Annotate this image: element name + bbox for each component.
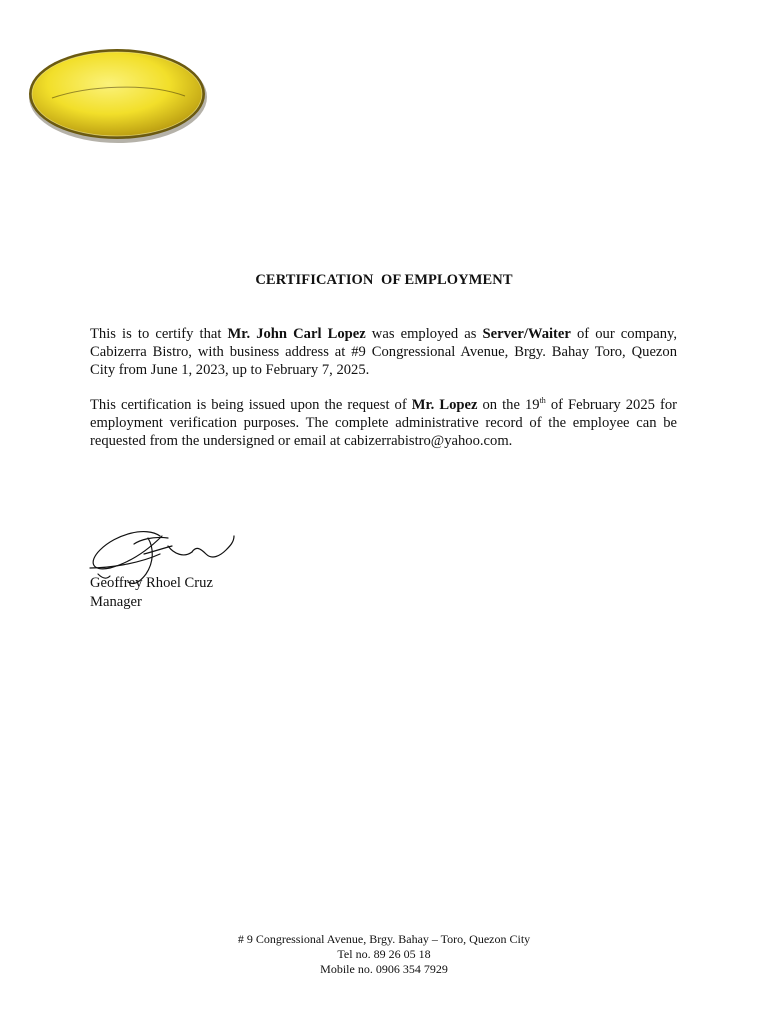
employee-position: Server/Waiter — [482, 326, 571, 342]
purpose-paragraph — [90, 396, 677, 450]
employee-name: Mr. John Carl Lopez — [227, 326, 366, 342]
p1-text-2: was employed as — [365, 326, 483, 342]
p2-text-3: of February 2025 for employment verification purposes. The complete administrative record of the employee can be requested from the undersigned or email at cabizerrabistro@yahoo.com. — [90, 397, 678, 449]
p1-text-3: of our company, Cabizerra Bistro, with business address at #9 Congressional Avenue, Brgy. Bahay Toro, Quezon City from June 1, 2023, up to February 7, 2025. — [90, 326, 677, 378]
footer-telephone: Tel no. 89 26 05 18 — [337, 947, 431, 961]
ordinal-suffix: th — [539, 396, 546, 405]
document-title: CERTIFICATION OF EMPLOYMENT — [255, 272, 513, 288]
footer-mobile: Mobile no. 0906 354 7929 — [320, 962, 448, 976]
signatory-title: Manager — [90, 594, 142, 610]
certification-paragraph — [90, 325, 677, 379]
p2-text-2: on the 19 — [477, 397, 540, 413]
p1-text-1: This is to certify that — [90, 326, 228, 342]
signatory-name: Geoffrey Rhoel Cruz — [90, 575, 213, 591]
cabizerra-logo — [27, 46, 209, 144]
letterhead-footer — [0, 932, 768, 977]
employee-short-name: Mr. Lopez — [411, 397, 478, 413]
footer-address: # 9 Congressional Avenue, Brgy. Bahay – Toro, Quezon City — [237, 932, 531, 946]
p2-text-1: This certification is being issued upon the request of — [90, 397, 412, 413]
